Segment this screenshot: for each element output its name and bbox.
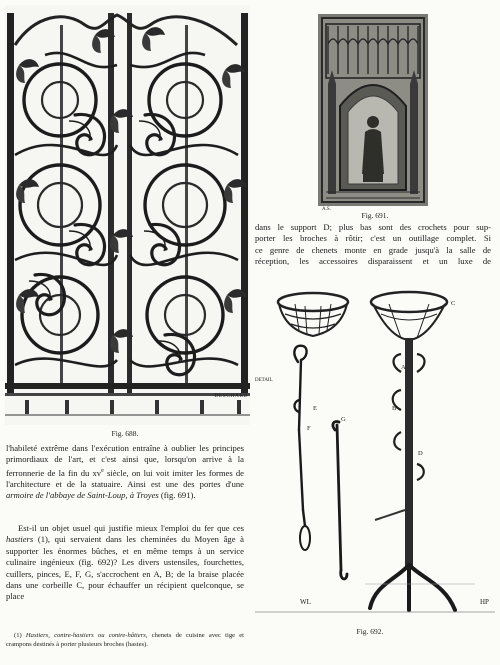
- century-superscript: e: [101, 467, 104, 474]
- fig688-caption: Fig. 688.: [111, 429, 139, 438]
- fig692-signature-right: HP: [480, 598, 489, 606]
- hastiers-term: hastiers: [6, 534, 34, 545]
- fig692-caption: Fig. 692.: [356, 627, 384, 636]
- label-A: A: [401, 364, 406, 371]
- label-D: D: [418, 450, 423, 457]
- basket-detail: [278, 293, 348, 336]
- right-column-paragraph: [255, 222, 491, 268]
- armoire-reference: armoire de l'abbaye de Saint-Loup, à Troyes: [6, 490, 159, 501]
- label-G: G: [341, 416, 346, 423]
- footnote-marker: (1): [14, 632, 22, 639]
- right-line-3: ce genre de chenets monte en grade jusqu'à la salle de: [255, 244, 491, 255]
- left-paragraph-2: Est-il un objet usuel qui justifie mieux l'emploi du fer que ces hastiers (1), qui servaient dans les cheminées du Moyen âge à supporter les énormes bûches, et en même temps à un service culinaire ingénieux (fig. 692)? Les divers ustensiles, fourchettes, cuillers, pinces, E, F, G, s'accrochent en A, B; de la braise placée dans une corbeille C, pour échauffer un récipient quelconque, se place: [6, 523, 244, 602]
- label-F: F: [307, 425, 311, 432]
- label-B: B: [392, 405, 397, 412]
- right-line-4: réception, les accessoires disparaissent et un luxe de: [255, 256, 491, 267]
- figure-692-hastiers: [255, 280, 495, 625]
- figure-688-iron-grille: [5, 5, 250, 425]
- fig691-signature: A.S.: [322, 207, 331, 212]
- fig692-signature-left: WL: [300, 598, 311, 606]
- fig688-signature: DESCHARD: [214, 393, 248, 399]
- right-line-2: porter les broches à rôtir; c'est un outillage complet. Si: [255, 233, 491, 244]
- hastiers-illustration: [255, 280, 495, 625]
- label-E: E: [313, 405, 317, 412]
- figure-691-armoire-door: [318, 14, 428, 212]
- right-line-1: dans le support D; plus bas sont des crochets pour sup-: [255, 222, 491, 232]
- label-detail: DETAIL: [255, 378, 273, 383]
- iron-grille-illustration: [5, 5, 250, 425]
- footnote: (1) Hastiers, contre-hastiers ou contre-hâtiers, chenets de cuisine avec tige et crampons destinés à porter plusieurs broches (hastes).: [6, 632, 244, 648]
- fig691-caption: Fig. 691.: [361, 211, 389, 220]
- left-paragraph-1: l'habileté extrême dans l'exécution entraîne à oublier les principes primordiaux de l'art, et c'est ainsi que, lorsqu'on arrive à la ferronnerie de la fin du $xv^e$ siècle, on lui voit imiter les formes de l'architecture et de la statuaire. Ainsi est une des portes d'une armoire de l'abbaye de Saint-Loup, à Troyes (fig. 691).: [6, 443, 244, 501]
- footnote-term: Hastiers, contre-hastiers ou contre-hâtiers,: [25, 632, 148, 639]
- label-C: C: [451, 300, 456, 307]
- armoire-door-illustration: [318, 14, 428, 206]
